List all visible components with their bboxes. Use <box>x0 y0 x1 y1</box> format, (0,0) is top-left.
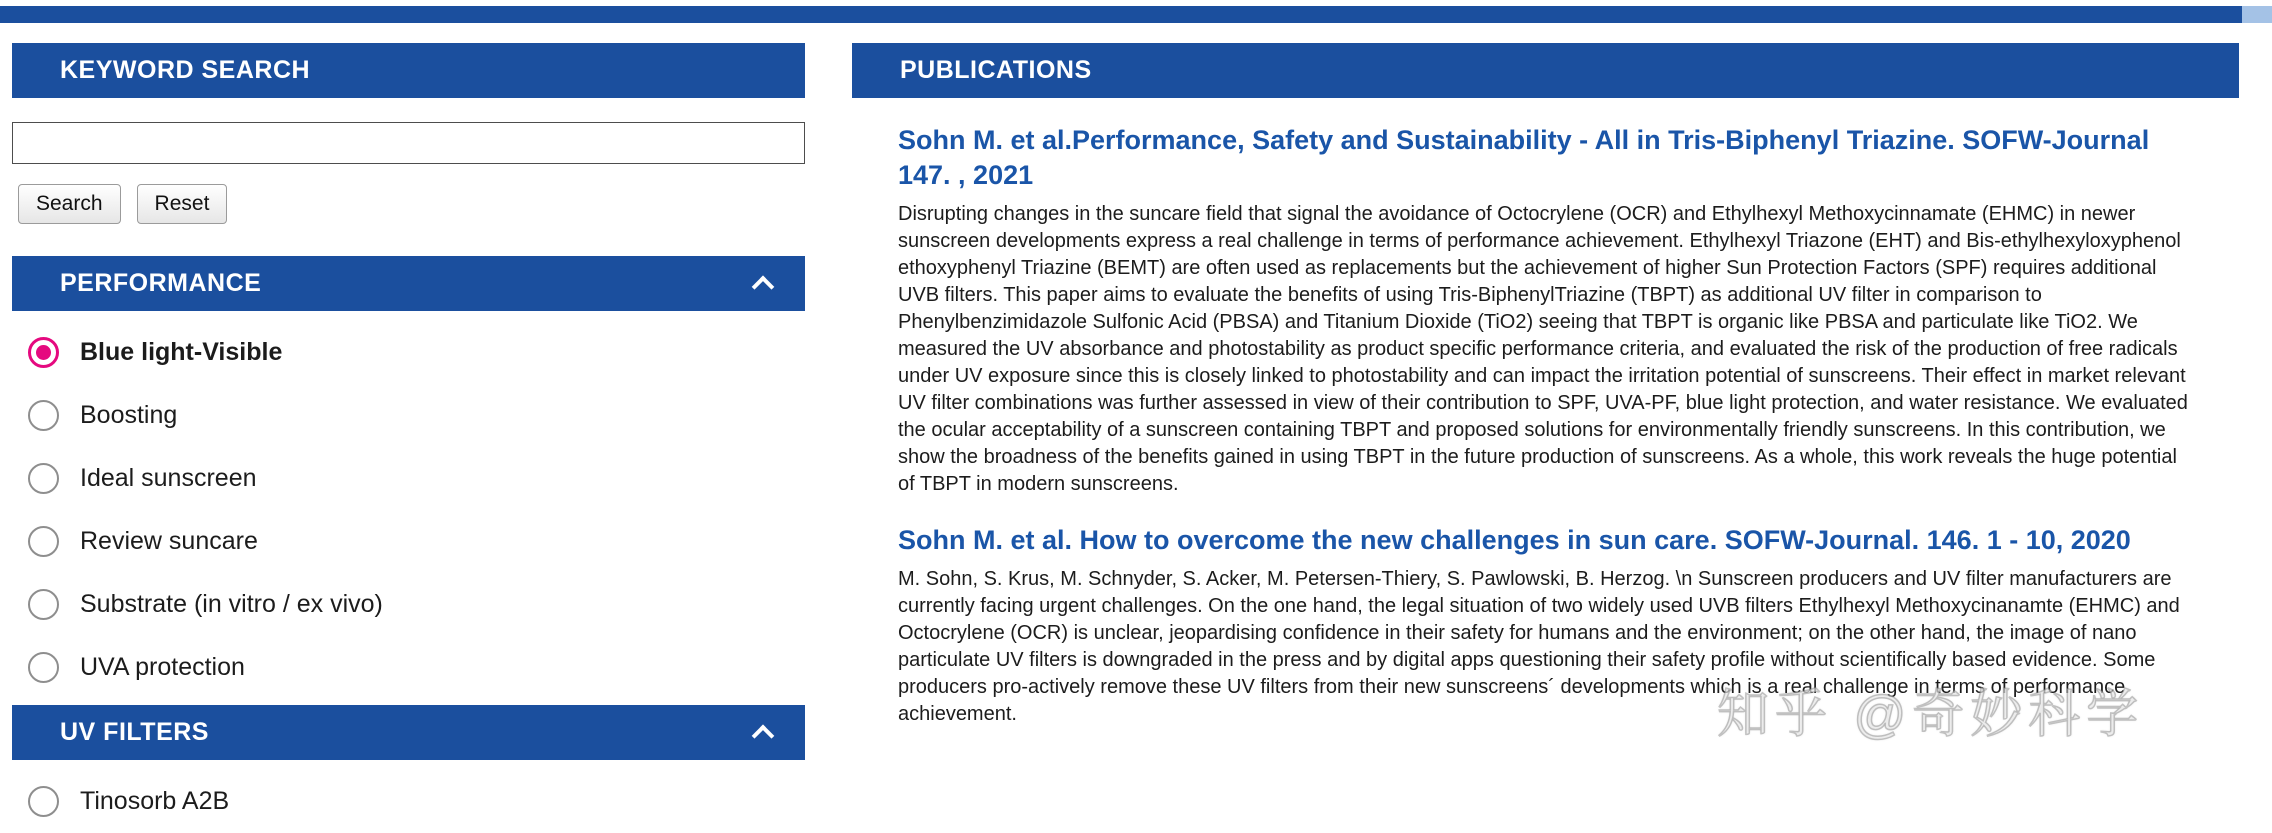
publication-title-link[interactable]: Sohn M. et al.Performance, Safety and Sustainability - All in Tris-Biphenyl Triazine. SOFW-Journal 147. , 2021 <box>898 125 2150 190</box>
scrollbar-thumb[interactable] <box>2242 6 2272 23</box>
performance-section-header[interactable] <box>12 256 805 311</box>
publications-header <box>852 43 2239 98</box>
keyword-search-header <box>12 43 805 98</box>
radio-button[interactable] <box>28 526 59 557</box>
radio-option-label: Blue light-Visible <box>80 338 283 366</box>
publication-item <box>898 523 2193 728</box>
radio-option-label: Ideal sunscreen <box>80 464 257 492</box>
radio-option-label: Review suncare <box>80 527 258 555</box>
performance-section-title: PERFORMANCE <box>60 269 262 297</box>
chevron-up-icon[interactable] <box>752 275 775 298</box>
keyword-search-block <box>12 122 805 224</box>
radio-option-blue-light-visible[interactable] <box>12 321 805 384</box>
radio-option-label: UVA protection <box>80 653 245 681</box>
radio-option-review-suncare[interactable] <box>12 510 805 573</box>
radio-option-substrate[interactable] <box>12 573 805 636</box>
radio-option-tinosorb-a2b[interactable] <box>12 770 805 833</box>
radio-option-label: Substrate (in vitro / ex vivo) <box>80 590 383 618</box>
search-buttons-row <box>18 184 805 224</box>
uv-filters-section-header[interactable] <box>12 705 805 760</box>
search-button[interactable]: Search <box>18 184 121 224</box>
publications-panel <box>852 43 2239 728</box>
search-input[interactable] <box>12 122 805 164</box>
publication-abstract: Disrupting changes in the suncare field that signal the avoidance of Octocrylene (OCR) and Ethylhexyl Methoxycinnamate (EHMC) in newer sunscreen developments express a real challenge in terms of performance achievement. Ethylhexyl Triazone (EHT) and Bis-ethylhexyloxyphenol ethoxyphenyl Triazine (BEMT) are often used as replacements but the achievement of higher Sun Protection Factors (SPF) requires additional UVB filters. This paper aims to evaluate the benefits of using Tris-BiphenylTriazine (TBPT) as additional UV filter in comparison to Phenylbenzimidazole Sulfonic Acid (PBSA) and Titanium Dioxide (TiO2) seeing that TBPT is organic like PBSA and particulate like TiO2. We measured the UV absorbance and photostability as product specific performance criteria, and evaluated the risk of the production of free radicals under UV exposure since this is closely linked to photostability and can impact the irritation potential of sunscreens. Their effect in market relevant UV filter combinations was further assessed in view of their contribution to SPF, UVA-PF, blue light protection, and water resistance. We evaluated the ocular acceptability of a sunscreen containing TBPT and proposed solutions for environmentally friendly sunscreens. In this contribution, we show the broadness of the benefits gained in using TBPT in the future production of sunscreens. As a whole, this work reveals the huge potential of TBPT in modern sunscreens. <box>898 203 2188 495</box>
radio-button[interactable] <box>28 589 59 620</box>
radio-button[interactable] <box>28 652 59 683</box>
radio-option-label: Tinosorb A2B <box>80 787 230 815</box>
radio-option-uva-protection[interactable] <box>12 636 805 699</box>
publications-title: PUBLICATIONS <box>900 56 1092 84</box>
publication-item <box>898 123 2193 498</box>
watermark: 知乎 @奇妙科学 <box>1717 686 2145 744</box>
top-bar <box>0 6 2272 23</box>
uv-filters-options-list <box>12 760 805 833</box>
radio-button[interactable] <box>28 463 59 494</box>
radio-option-ideal-sunscreen[interactable] <box>12 447 805 510</box>
uv-filters-section-title: UV FILTERS <box>60 718 209 746</box>
publication-abstract: M. Sohn, S. Krus, M. Schnyder, S. Acker, M. Petersen-Thiery, S. Pawlowski, B. Herzog. \n Sunscreen producers and UV filter manufacturers are currently facing urgent challenges. On the one hand, the legal situation of two widely used UVB filters Ethylhexyl Methoxycinanamte (EHMC) and Octocrylene (OCR) is unclear, jeopardising confidence in their safety for humans and the environment; on the other hand, the image of nano particulate UV filters is downgraded in the press and by digital apps questioning their safety profile without scientifically based evidence. Some producers pro-actively remove these UV filters from their new sunscreens´ developments which is a real challenge in terms of performance achievement. <box>898 568 2180 725</box>
radio-option-boosting[interactable] <box>12 384 805 447</box>
performance-options-list <box>12 311 805 699</box>
publications-list <box>852 123 2239 728</box>
radio-button[interactable] <box>28 337 59 368</box>
keyword-search-title: KEYWORD SEARCH <box>60 56 311 84</box>
sidebar <box>12 43 805 833</box>
chevron-up-icon[interactable] <box>752 724 775 747</box>
radio-button[interactable] <box>28 786 59 817</box>
radio-button[interactable] <box>28 400 59 431</box>
radio-option-label: Boosting <box>80 401 178 429</box>
reset-button[interactable]: Reset <box>137 184 228 224</box>
publication-title-link[interactable]: Sohn M. et al. How to overcome the new challenges in sun care. SOFW-Journal. 146. 1 - 10, 2020 <box>898 525 2131 555</box>
